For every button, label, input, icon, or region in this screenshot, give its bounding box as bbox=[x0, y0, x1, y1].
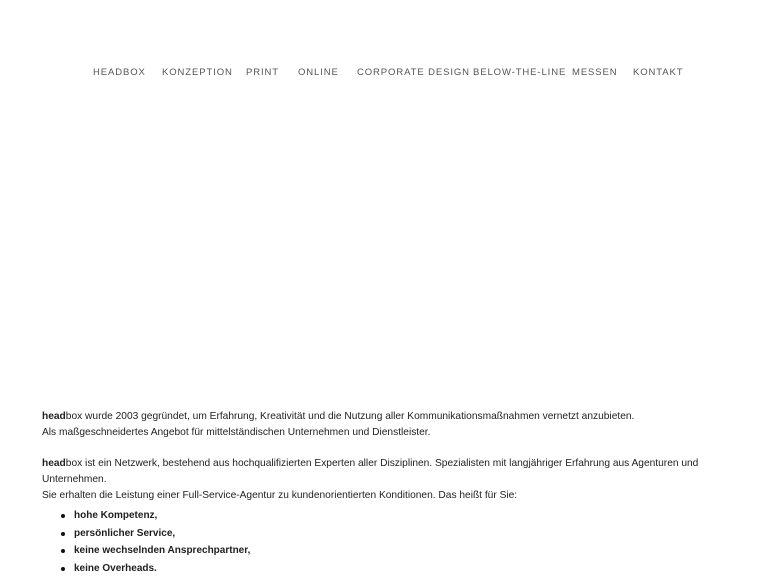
benefits-list bbox=[42, 507, 742, 577]
brand-name-bold: head bbox=[42, 411, 66, 422]
benefit-list-item: keine wechselnden Ansprechpartner, bbox=[74, 542, 742, 560]
nav-item-kontakt[interactable]: KONTAKT bbox=[633, 66, 683, 80]
network-text: ist ein Netzwerk, bestehend aus hochqualifizierten Experten aller Disziplinen. Spezialisten mit langjähriger Erfahrung aus Agenturen und Unternehmen. bbox=[42, 458, 698, 485]
intro-paragraph-line-2: Als maßgeschneidertes Angebot für mittelständischen Unternehmen und Dienstleister. bbox=[42, 425, 742, 441]
benefit-list-item: hohe Kompetenz, bbox=[74, 507, 742, 525]
main-navigation bbox=[0, 66, 768, 80]
nav-item-corporate-design[interactable]: CORPORATE DESIGN bbox=[357, 66, 470, 80]
intro-paragraph-line-1 bbox=[42, 409, 742, 425]
benefit-list-item: keine Overheads. bbox=[74, 560, 742, 577]
nav-item-print[interactable]: PRINT bbox=[246, 66, 279, 80]
network-paragraph-line-1 bbox=[42, 456, 742, 488]
brand-name-rest: box bbox=[66, 458, 82, 469]
nav-item-konzeption[interactable]: KONZEPTION bbox=[162, 66, 233, 80]
nav-item-messen[interactable]: MESSEN bbox=[572, 66, 618, 80]
nav-item-online[interactable]: ONLINE bbox=[298, 66, 339, 80]
benefit-list-item: persönlicher Service, bbox=[74, 525, 742, 543]
brand-name-rest: box bbox=[66, 411, 82, 422]
intro-text: wurde 2003 gegründet, um Erfahrung, Kreativität und die Nutzung aller Kommunikationsmaßnahmen vernetzt anzubieten. bbox=[82, 411, 634, 422]
nav-item-below-the-line[interactable]: BELOW-THE-LINE bbox=[473, 66, 566, 80]
main-content bbox=[42, 409, 742, 577]
brand-name-bold: head bbox=[42, 458, 66, 469]
network-paragraph-line-2: Sie erhalten die Leistung einer Full-Service-Agentur zu kundenorientierten Konditionen. Das heißt für Sie: bbox=[42, 488, 742, 504]
nav-item-headbox[interactable]: HEADBOX bbox=[93, 66, 146, 80]
